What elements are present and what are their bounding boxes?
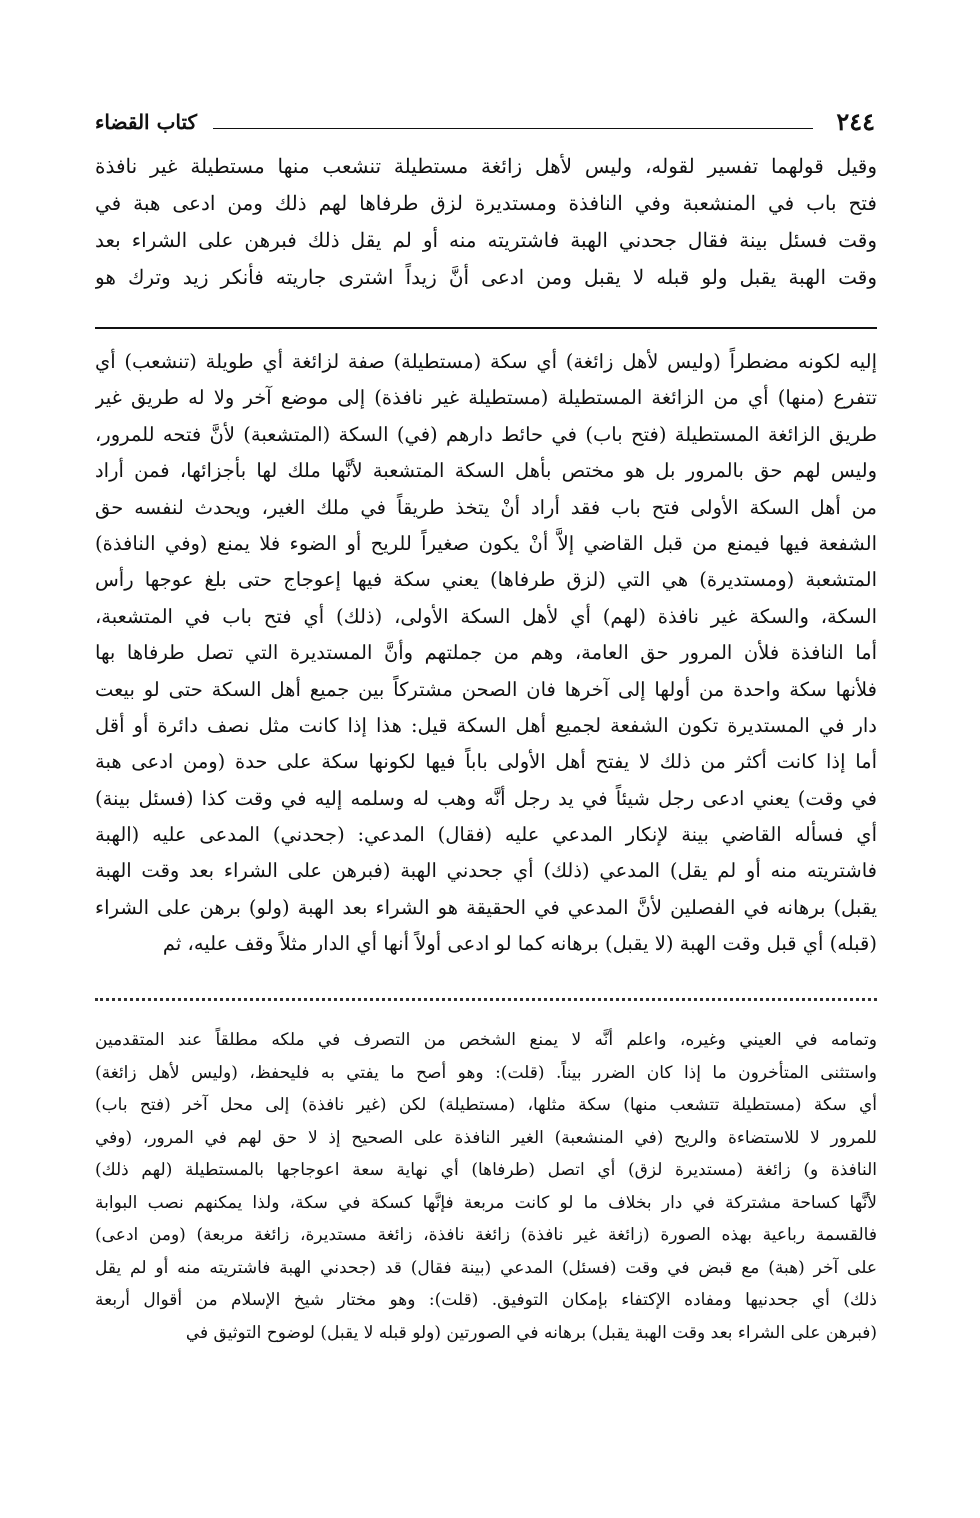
commentary-line: أما إذا كانت أكثر من ذلك لا يفتح أهل الأولى باباً فيها لكونها سكة على حدة (ومن ادعى هبة: [95, 750, 877, 774]
main-line: وقيل قولهما تفسير لقوله، وليس لأهل زائغة مستطيلة تنشعب منها مستطيلة غير نافذة: [95, 154, 877, 178]
footnote-line: (فبرهن على الشراء بعد وقت الهبة يقبل) برهانه في الصورتين (ولو قبله لا يقبل) لوضوح التوثيق في: [185, 1322, 877, 1343]
main-line: وقت الهبة يقبل ولو قبله لا يقبل ومن ادعى أنَّ زيداً اشترى جاريته فأنكر زيد وترك هو: [95, 265, 877, 289]
commentary-line: وليس لهم حق بالمرور بل هو مختص بأهل السكة المتشعبة لأنَّها ملك لها بأجزائها، فمن أراد: [95, 459, 877, 483]
commentary-line: أي فسأله القاضي بينة لإنكار المدعي عليه (فقال) المدعي: (جحدني) المدعى عليه (الهبة: [95, 823, 877, 847]
footnote-line: وتمامه في العيني وغيره، واعلم أنَّه لا يمنع الشخص من التصرف في ملكه مطلقاً عند المتقدمين: [95, 1030, 877, 1050]
footnote-line: ذلك) أي جحدنيها ومفاده الإكتفاء بإمكان التوفيق. (قلت): وهو مختار شيخ الإسلام من أقوال أربعة: [95, 1290, 877, 1310]
commentary-line: دار في المستديرة تكون الشفعة لجميع أهل السكة قيل: هذا إذا كانت مثل نصف دائرة أو أقل: [95, 713, 877, 737]
commentary-line: في وقت) يعني ادعى رجل شيئاً في يد رجل أنَّه وهب له وسلمه إليه في وقت كذا (فسئل بينة): [95, 786, 877, 810]
commentary-line: فاشتريته منه أو لم يقل) المدعي (ذلك) أي جحدني الهبة (فبرهن على الشراء بعد وقت الهبة: [95, 859, 877, 883]
page-header: [95, 104, 875, 140]
footnote-line: أي سكة (مستطيلة تتشعب منها) سكة مثلها، (مستطيلة) لكن (غير نافذة) إلى محل آخر (فتح باب): [95, 1095, 877, 1115]
commentary-line: فلأنها سكة واحدة من أولها إلى آخرها فان الصحن مشتركاً بين جميع أهل السكة حتى لو بيعت: [95, 677, 877, 701]
main-divider: [95, 327, 877, 329]
commentary-line: (قبله) أي قبل وقت الهبة (لا يقبل) برهانه كما لو ادعى أولاً أنها أي الدار مثلاً وقف عليه، ثم: [162, 932, 877, 956]
header-rule: [213, 128, 813, 129]
commentary-line: المتشعبة (ومستديرة) هي التي (لزق طرفاها) يعني سكة فيها إعوجاج حتى بلغ عوجها رأس: [95, 568, 877, 592]
commentary-line: السكة، والسكة غير نافذة (لهم) أي لأهل السكة الأولى، (ذلك) أي فتح باب في المتشعبة،: [95, 604, 877, 628]
book-title: كتاب القضاء: [95, 110, 198, 134]
commentary-line: أما النافذة فلأن المرور حق العامة، وهم من جملتهم وأنَّ المستديرة التي تصل طرفاها بها: [95, 641, 877, 665]
footnote-text: [95, 1024, 877, 1349]
footnote-line: فالقسمة رباعية بهذه الصورة (زائغة غير نافذة) زائغة نافذة، زائغة مستديرة، زائغة مربعة) (ومن ادعى): [95, 1225, 877, 1245]
main-line: وقت فسئل بينة فقال جحدني الهبة فاشتريته منه أو لم يقل ذلك فبرهن على الشراء بعد: [95, 228, 877, 252]
main-line: فتح باب في المنشعبة وفي النافذة ومستديرة لزق طرفاها لهم ذلك ومن ادعى هبة في: [95, 191, 877, 215]
footnote-line: النافذة و) زائغة (مستديرة لزق) أي اتصل (طرفاها) أي نهاية سعة اعوجاجها بالمستطيلة (لهم ذلك): [95, 1160, 877, 1180]
footnote-line: لأنَّها كساحة مشتركة في دار بخلاف ما لو كانت مربعة فإنَّها كسكة في سكة، ولذا يمكنهم نصب البوابة: [95, 1192, 877, 1213]
commentary-line: إليه لكونه مضطراً (وليس لأهل زائغة) أي سكة (مستطيلة) صفة لزائغة أي طويلة (تنشعب) أي: [95, 350, 877, 373]
commentary-line: تتفرع (منها) أي من الزائغة المستطيلة (مستطيلة غير نافذة) إلى موضع آخر ولا له طريق غير: [95, 386, 877, 410]
commentary-line: الشفعة فيها فيمنع من قبل القاضي إلاَّ أنْ يكون صغيراً للريح أو الضوء فلا يمنع (وفي النافذة): [95, 531, 877, 555]
footnote-line: على آخر (هبة) مع قبض في وقت (فسئل) المدعي (بينة فقال) قد (جحدني الهبة فاشتريته منه أو لم يقل: [95, 1257, 877, 1278]
footnote-line: للمرور لا للاستضاءة والريح (في المنشعبة) الغير النافذة على الصحيح إذ لا حق لهم في المرور، (وفي: [95, 1127, 877, 1148]
footnote-separator: [95, 998, 877, 1001]
page-number: ٢٤٤: [836, 107, 875, 136]
footnote-line: واستثنى المتأخرون ما إذا كان الضرر بيناً. (قلت): وهو أصح ما يفتي به فليحفظ، (وليس لأهل زائغة): [95, 1062, 877, 1083]
main-text: [95, 148, 877, 296]
commentary-text: [95, 344, 877, 963]
commentary-line: طريق الزائغة المستطيلة (فتح باب) في حائط دارهم (في) السكة (المتشعبة) لأنَّ فتحه للمرور،: [95, 422, 877, 446]
commentary-line: يقبل) برهانه في الفصلين لأنَّ المدعي في الحقيقة هو الشراء بعد الهبة (ولو) برهن على الشراء: [95, 895, 877, 919]
commentary-line: من أهل السكة الأولى فتح باب فقد أراد أنْ يتخذ طريقاً في ملك الغير، ويحدث لنفسه حق: [95, 495, 877, 519]
